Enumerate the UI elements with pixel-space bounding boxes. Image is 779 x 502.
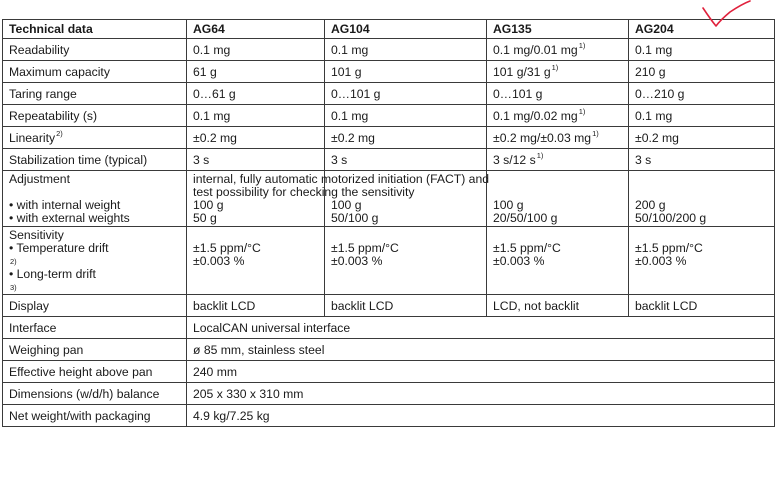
row-label-group (3, 227, 187, 295)
cell-value: 210 g (629, 61, 775, 83)
row-spacer (635, 173, 768, 186)
row-label: Effective height above pan (3, 361, 187, 383)
row-label: Display (3, 295, 187, 317)
table-row-sensitivity (3, 227, 775, 295)
cell-value-group (187, 227, 325, 295)
header-model-ag64: AG64 (187, 20, 325, 39)
cell-value-internal: 200 g (635, 198, 666, 212)
cell-value-long-term: ±0.003 % (331, 254, 383, 268)
cell-value: 0…61 g (187, 83, 325, 105)
cell-value-long-term: ±0.003 % (635, 254, 687, 268)
cell-value: 3 s (325, 149, 487, 171)
footnote-ref: 1) (551, 63, 559, 73)
cell-value (487, 39, 629, 61)
cell-value: backlit LCD (325, 295, 487, 317)
cell-value-group (487, 171, 629, 227)
cell-text: 0.1 mg/0.01 mg (493, 42, 578, 57)
cell-value (487, 127, 629, 149)
cell-value: ±0.2 mg (187, 127, 325, 149)
cell-value: 101 g (325, 61, 487, 83)
table-row-adjustment (3, 171, 775, 227)
cell-text: ±0.2 mg/±0.03 mg (493, 130, 592, 145)
cell-value-long-term: ±0.003 % (493, 254, 545, 268)
header-label: Technical data (3, 20, 187, 39)
table-row-display (3, 295, 775, 317)
footnote-ref: 2) (10, 257, 17, 266)
header-model-ag204: AG204 (629, 20, 775, 39)
cell-value (487, 149, 629, 171)
table-row-stabilization-time (3, 149, 775, 171)
cell-value-spanning: LocalCAN universal interface (187, 317, 775, 339)
table-row-effective-height (3, 361, 775, 383)
cell-value: 61 g (187, 61, 325, 83)
cell-value: 0.1 mg (325, 105, 487, 127)
row-label (3, 127, 187, 149)
technical-data-table (2, 19, 775, 427)
cell-value-group (629, 227, 775, 295)
row-label: Maximum capacity (3, 61, 187, 83)
table-header-row (3, 20, 775, 39)
cell-value: 0.1 mg (629, 105, 775, 127)
row-sublabel-temperature (9, 242, 180, 268)
cell-value: 0.1 mg (187, 39, 325, 61)
cell-value-external: 50 g (193, 211, 217, 225)
cell-value-temperature: ±1.5 ppm/°C (493, 241, 561, 255)
cell-value-temperature: ±1.5 ppm/°C (193, 241, 261, 255)
row-label: Stabilization time (typical) (3, 149, 187, 171)
cell-value: 3 s (187, 149, 325, 171)
cell-value-internal: 100 g (493, 198, 524, 212)
cell-value-internal: 100 g (193, 198, 224, 212)
row-label: Net weight/with packaging (3, 405, 187, 427)
footnote-ref: 1) (578, 107, 586, 117)
cell-value-temperature: ±1.5 ppm/°C (331, 241, 399, 255)
cell-value-external: 50/100/200 g (635, 211, 707, 225)
cell-value-spanning: 205 x 330 x 310 mm (187, 383, 775, 405)
row-sublabel-text: • Temperature drift (9, 241, 109, 255)
table-row-taring-range (3, 83, 775, 105)
cell-value: 0.1 mg (187, 105, 325, 127)
cell-value-long-term: ±0.003 % (193, 254, 245, 268)
row-label: Sensitivity (9, 228, 64, 242)
cell-value: 0…210 g (629, 83, 775, 105)
row-label: Adjustment (9, 172, 70, 186)
cell-value (487, 105, 629, 127)
cell-value: backlit LCD (629, 295, 775, 317)
footnote-ref: 3) (10, 283, 17, 292)
adjustment-description-line1: internal, fully automatic motorized initiation (FACT) and (193, 172, 490, 186)
cell-text: 101 g/31 g (493, 64, 551, 79)
cell-text: 0.1 mg/0.02 mg (493, 108, 578, 123)
table-row-maximum-capacity (3, 61, 775, 83)
header-model-ag104: AG104 (325, 20, 487, 39)
cell-value-external: 20/50/100 g (493, 211, 558, 225)
row-sublabel-external: • with external weights (9, 211, 130, 225)
row-label: Dimensions (w/d/h) balance (3, 383, 187, 405)
table-row-linearity (3, 127, 775, 149)
row-label: Repeatability (s) (3, 105, 187, 127)
cell-value: 0…101 g (487, 83, 629, 105)
cell-value-spanning: ø 85 mm, stainless steel (187, 339, 775, 361)
cell-value: 0.1 mg (325, 39, 487, 61)
table-row-net-weight (3, 405, 775, 427)
header-model-ag135: AG135 (487, 20, 629, 39)
row-label-text: Linearity (9, 130, 56, 145)
row-label: Taring range (3, 83, 187, 105)
row-label: Weighing pan (3, 339, 187, 361)
table-row-repeatability (3, 105, 775, 127)
cell-value-group (629, 171, 775, 227)
adjustment-description-line2: test possibility for checking the sensitivity (193, 185, 415, 199)
row-sublabel-internal: • with internal weight (9, 198, 121, 212)
cell-text: 3 s/12 s (493, 152, 536, 167)
cell-value-temperature: ±1.5 ppm/°C (635, 241, 703, 255)
cell-value: backlit LCD (187, 295, 325, 317)
row-spacer (493, 173, 622, 186)
footnote-ref: 1) (536, 151, 544, 161)
cell-value: LCD, not backlit (487, 295, 629, 317)
footnote-ref: 2) (56, 129, 63, 139)
cell-value-spanning: 240 mm (187, 361, 775, 383)
table-row-interface (3, 317, 775, 339)
row-sublabel-long-term (9, 268, 180, 294)
cell-value (487, 61, 629, 83)
footnote-ref: 1) (592, 129, 599, 139)
cell-value-group (487, 227, 629, 295)
cell-value-spanning: 4.9 kg/7.25 kg (187, 405, 775, 427)
cell-value: ±0.2 mg (629, 127, 775, 149)
table-row-readability (3, 39, 775, 61)
table-row-dimensions (3, 383, 775, 405)
row-label-group (3, 171, 187, 227)
cell-value: 0…101 g (325, 83, 487, 105)
footnote-ref: 1) (578, 41, 586, 51)
table-row-weighing-pan (3, 339, 775, 361)
cell-value: 0.1 mg (629, 39, 775, 61)
cell-value-external: 50/100 g (331, 211, 379, 225)
row-label: Readability (3, 39, 187, 61)
cell-value-internal: 100 g (331, 198, 362, 212)
row-sublabel-text: • Long-term drift (9, 267, 96, 281)
row-label: Interface (3, 317, 187, 339)
cell-value: ±0.2 mg (325, 127, 487, 149)
cell-value: 3 s (629, 149, 775, 171)
cell-value-group (325, 227, 487, 295)
